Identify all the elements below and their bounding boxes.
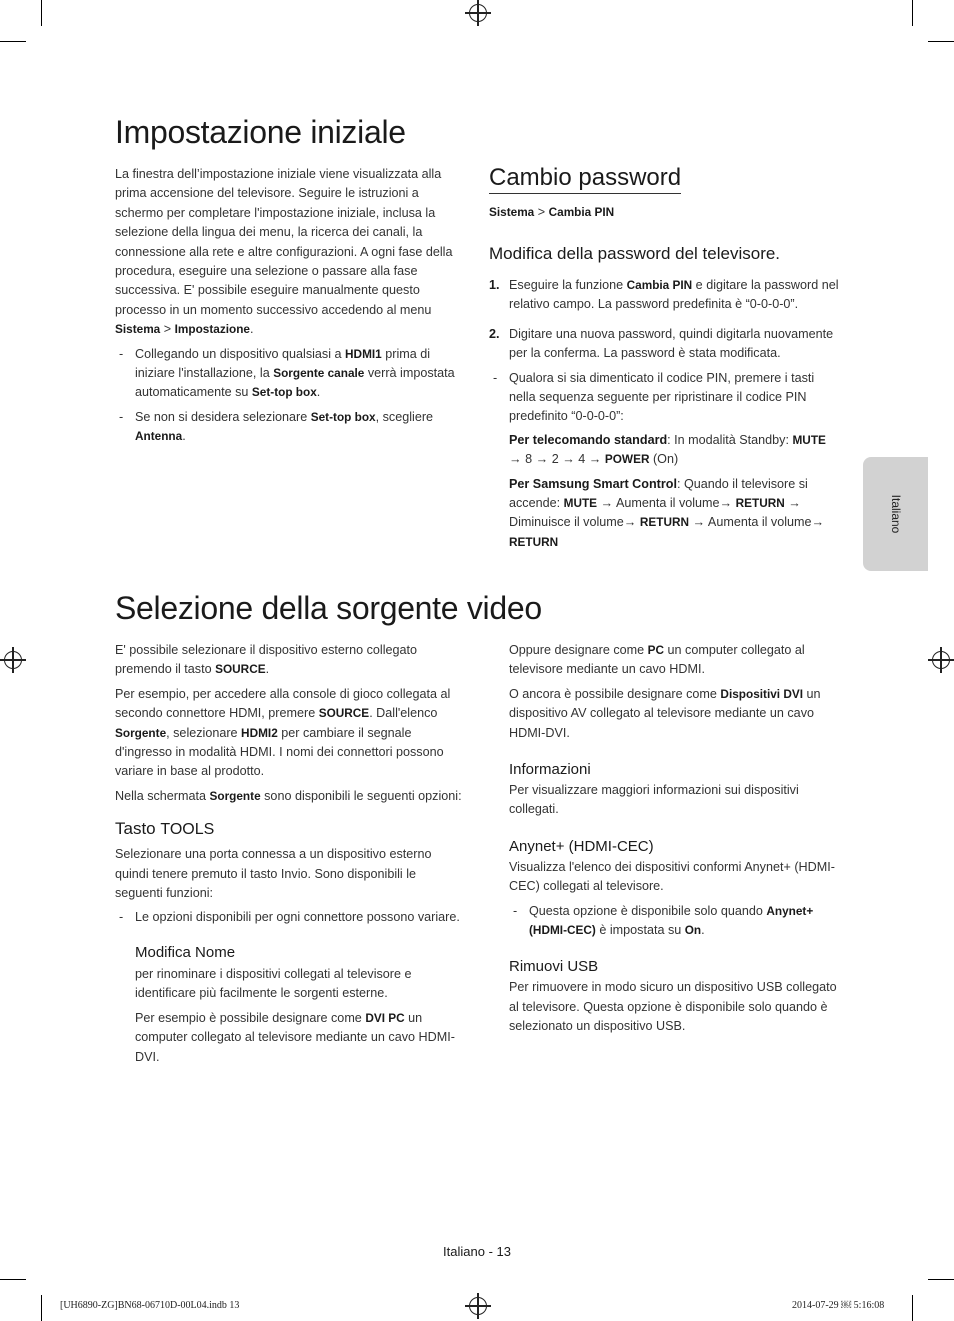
anynet-title: Anynet+ (HDMI-CEC): [509, 837, 654, 855]
password-step-1: 1. Eseguire la funzione Cambia PIN e digitare la password nel relativo campo. La password predefinita è “0-0-0-0”.: [489, 278, 839, 312]
anynet-text: Visualizza l'elenco dei dispositivi conformi Anynet+ (HDMI-CEC) collegati al televisore.: [509, 859, 835, 894]
crop-mark: [928, 41, 954, 42]
note-settop: - Se non si desidera selezionare Set-top box, scegliere Antenna.: [115, 408, 455, 447]
info-title: Informazioni: [509, 761, 591, 779]
smart-control-sequence: Per Samsung Smart Control: Quando il televisore si accende: MUTE → Aumenta il volume→ RETURN → Diminuisce il volume→ RETURN → Aumenta il volume→ RETURN: [509, 476, 825, 549]
rename-example-dvi: O ancora è possibile designare come Dispositivi DVI un dispositivo AV collegato al televisore mediante un cavo HDMI-DVI.: [509, 686, 821, 740]
initial-setup-body: [115, 165, 455, 447]
source-example: Per esempio, per accedere alla console di gioco collegata al secondo connettore HDMI, premere SOURCE. Dall'elenco Sorgente, selezionare HDMI2 per cambiare il segnale d'ingresso in modalità HDMI. I nomi dei connettori possono variare in base al prodotto.: [115, 686, 451, 779]
password-steps: [489, 276, 841, 552]
password-subtitle: Modifica della password del televisore.: [489, 244, 781, 263]
crop-mark: [912, 1295, 913, 1321]
remote-standard-sequence: Per telecomando standard: In modalità Standby: MUTE → 8 → 2 → 4 → POWER (On): [509, 432, 826, 467]
crop-mark: [0, 41, 26, 42]
crop-mark: [41, 0, 42, 26]
tools-title: Tasto TOOLS: [115, 819, 215, 839]
anynet-note: - Questa opzione è disponibile solo quando Anynet+ (HDMI-CEC) è impostata su On.: [509, 902, 839, 941]
section-title-video-source: Selezione della sorgente video: [115, 590, 542, 626]
remove-usb-title: Rimuovi USB: [509, 958, 599, 976]
remove-usb-text: Per rimuovere in modo sicuro un dispositivo USB collegato al televisore. Questa opzione è disponibile solo quando è selezionato un dispositivo USB.: [509, 980, 837, 1034]
rename-example-pc: Oppure designare come PC un computer collegato al televisore mediante un cavo HDMI.: [509, 643, 805, 677]
crop-mark: [928, 1279, 954, 1280]
crop-mark: [41, 1295, 42, 1321]
rename-example: Per esempio è possibile designare come DVI PC un computer collegato al televisore mediante un cavo HDMI-DVI.: [135, 1010, 455, 1064]
footer-file-info: [UH6890-ZG]BN68-06710D-00L04.indb 13: [60, 1300, 240, 1311]
tools-text: Selezionare una porta connessa a un dispositivo esterno quindi tenere premuto il tasto Invio. Sono disponibili le seguenti funzioni:: [115, 847, 432, 901]
page-number: Italiano - 13: [443, 1244, 511, 1259]
source-intro: E' possibile selezionare il dispositivo esterno collegato premendo il tasto SOURCE.: [115, 643, 418, 677]
section-title-initial-setup: Impostazione iniziale: [115, 114, 406, 150]
info-text: Per visualizzare maggiori informazioni sui dispositivi collegati.: [509, 783, 799, 817]
registration-mark-icon: [932, 651, 950, 669]
password-reset-note: - Qualora si sia dimenticato il codice PIN, premere i tasti nella sequenza seguente per ripristinare il codice PIN predefinito “0-0-0-0”:: [489, 369, 841, 427]
rename-text: per rinominare i dispositivi collegati al televisore e identificare più facilmente le sorgenti esterne.: [135, 966, 412, 1001]
source-options-intro: Nella schermata Sorgente sono disponibili le seguenti opzioni:: [115, 788, 462, 803]
language-side-tab: Italiano: [863, 457, 928, 571]
registration-mark-icon: [4, 651, 22, 669]
password-menu-path: Sistema > Cambia PIN: [489, 205, 615, 219]
registration-mark-icon: [469, 1297, 487, 1315]
footer-timestamp: 2014-07-29 ￼ 5:16:08: [792, 1300, 885, 1311]
section-title-change-password: Cambio password: [489, 164, 681, 194]
video-source-left-column: [115, 641, 465, 1067]
password-step-2: 2. Digitare una nuova password, quindi digitarla nuovamente per la conferma. La password è stata modificata.: [489, 326, 834, 361]
rename-title: Modifica Nome: [135, 943, 236, 961]
registration-mark-icon: [469, 4, 487, 22]
crop-mark: [912, 0, 913, 26]
initial-setup-intro: La finestra dell’impostazione iniziale viene visualizzata alla prima accensione del televisore. Seguire le istruzioni a schermo per completare l'impostazione iniziale, inclusa la selezione della lingua dei menu, la ricerca dei canali, la connessione alla rete e altre configurazioni. A ogni fase della procedura, eseguire una selezione o passare alla fase successiva. E' possibile eseguire manualmente questo processo in un momento successivo accedendo al menu Sistema > Impostazione.: [115, 167, 453, 337]
note-hdmi1: - Collegando un dispositivo qualsiasi a HDMI1 prima di iniziare l'installazione, la Sorgente canale verrà impostata automaticamente su Set-top box.: [115, 345, 455, 403]
video-source-right-column: [509, 641, 839, 1037]
tools-note: - Le opzioni disponibili per ogni connettore possono variare.: [115, 908, 465, 927]
crop-mark: [0, 1279, 26, 1280]
